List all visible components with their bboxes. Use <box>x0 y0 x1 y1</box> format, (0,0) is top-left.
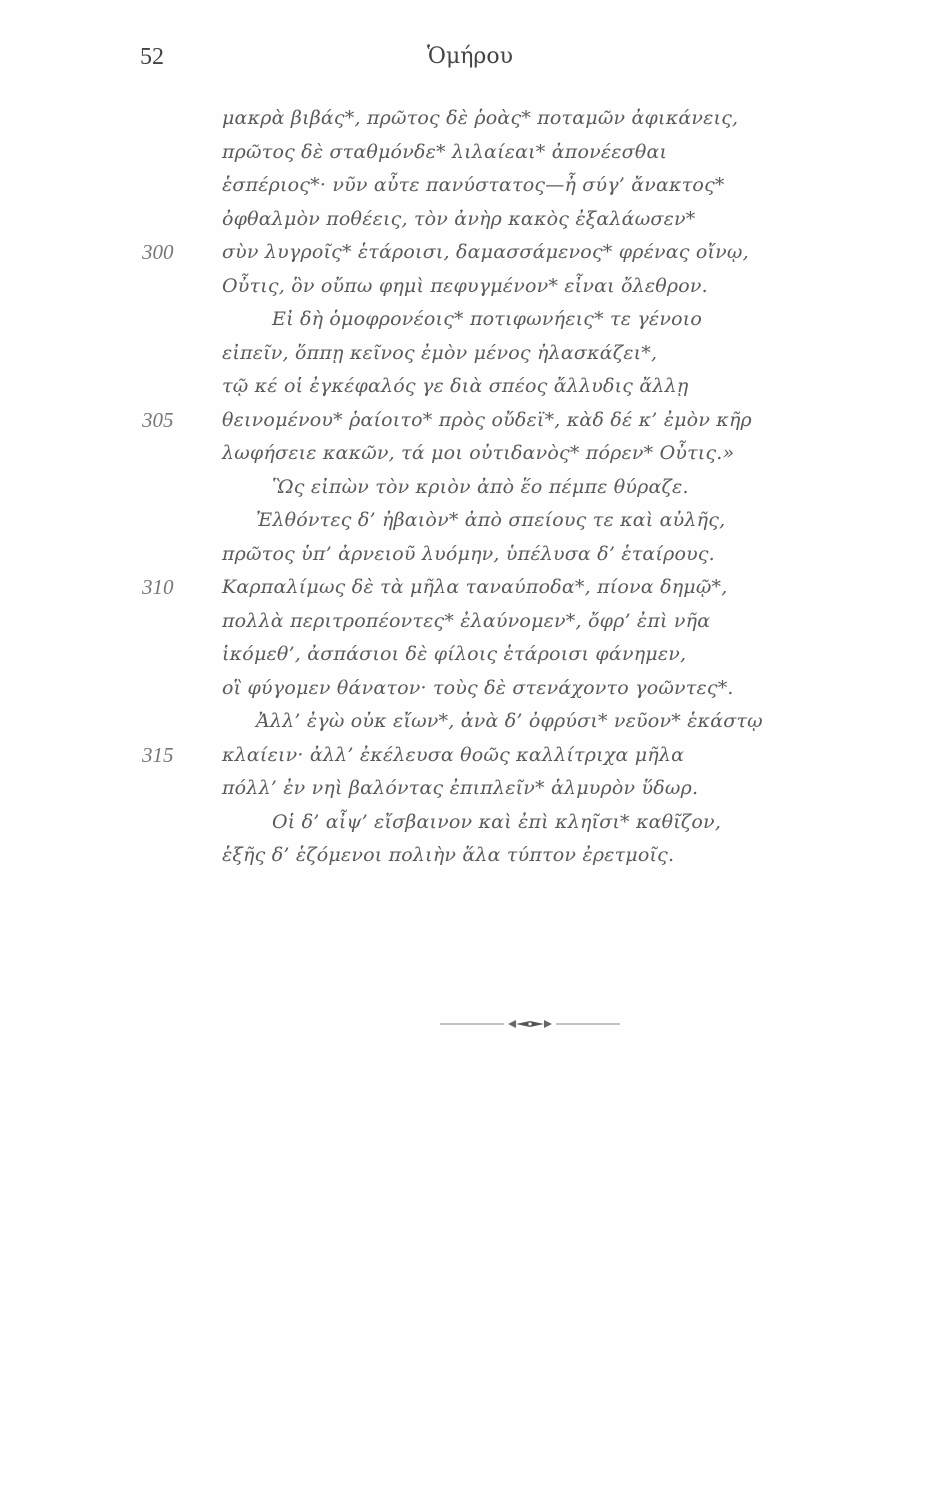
verse-text: πρῶτος δὲ σταθμόνδε* λιλαίεαι* ἀπονέεσθαι <box>222 140 668 163</box>
verse-text: Καρπαλίμως δὲ τὰ μῆλα ταναύποδα*, πίονα δημῷ*, <box>222 576 728 598</box>
verse-line <box>0 741 940 775</box>
running-title: Ὁμήρου <box>427 44 513 69</box>
verse-line <box>0 104 940 138</box>
verse-text: πόλλ’ ἐν νηὶ βαλόντας ἐπιπλεῖν* ἁλμυρὸν ὕδωρ. <box>222 777 699 799</box>
verse-text: Οἱ δ’ αἶψ’ εἴσβαινον καὶ ἐπὶ κληῖσι* καθῖζον, <box>272 810 722 833</box>
verse-text: πρῶτος ὑπ’ ἀρνειοῦ λυόμην, ὑπέλυσα δ’ ἑταίρους. <box>222 542 715 565</box>
verse-text: Οὖτις, ὃν οὔπω φημὶ πεφυγμένον* εἶναι ὄλεθρον. <box>222 274 708 297</box>
verse-text: ἑξῆς δ’ ἑζόμενοι πολιὴν ἅλα τύπτον ἐρετμοῖς. <box>222 844 675 866</box>
ornament-divider <box>440 1014 620 1034</box>
verse-text: εἰπεῖν, ὅππῃ κεῖνος ἐμὸν μένος ἠλασκάζει*, <box>222 341 658 364</box>
verse-line <box>0 238 940 272</box>
verse-block <box>0 104 940 875</box>
verse-text: Ὣς εἰπὼν τὸν κριὸν ἀπὸ ἕο πέμπε θύραζε. <box>272 475 689 498</box>
line-number: 305 <box>142 407 174 432</box>
page-header <box>0 44 940 78</box>
verse-text: Ἀλλ’ ἐγὼ οὐκ εἴων*, ἀνὰ δ’ ὀφρύσι* νεῦον* ἑκάστῳ <box>256 710 763 732</box>
verse-line <box>0 674 940 708</box>
verse-text: πολλὰ περιτροπέοντες* ἐλαύνομεν*, ὄφρ’ ἐπὶ νῆα <box>222 609 711 632</box>
verse-line <box>0 339 940 373</box>
line-number: 310 <box>142 575 174 599</box>
verse-line <box>0 439 940 473</box>
verse-line <box>0 707 940 741</box>
verse-text: κλαίειν· ἀλλ’ ἐκέλευσα θοῶς καλλίτριχα μῆλα <box>222 743 685 766</box>
verse-line <box>0 573 940 607</box>
verse-text: λωφήσειε κακῶν, τά μοι οὐτιδανὸς* πόρεν* Οὖτις.» <box>222 442 735 464</box>
verse-line <box>0 372 940 406</box>
verse-line <box>0 841 940 875</box>
verse-text: τῷ κέ οἱ ἐγκέφαλός γε διὰ σπέος ἄλλυδις ἄλλῃ <box>222 375 689 397</box>
verse-text: Ἐλθόντες δ’ ἠβαιὸν* ἀπὸ σπείους τε καὶ αὐλῆς, <box>256 509 726 531</box>
verse-line <box>0 473 940 507</box>
verse-text: μακρὰ βιβάς*, πρῶτος δὲ ῥοὰς* ποταμῶν ἀφικάνεις, <box>222 107 739 129</box>
verse-text: σὺν λυγροῖς* ἑτάροισι, δαμασσάμενος* φρένας οἴνῳ, <box>222 241 749 263</box>
verse-line <box>0 305 940 339</box>
verse-line <box>0 506 940 540</box>
verse-line <box>0 540 940 574</box>
verse-line <box>0 205 940 239</box>
verse-line <box>0 406 940 440</box>
line-number: 315 <box>142 742 174 767</box>
verse-line <box>0 640 940 674</box>
verse-line <box>0 138 940 172</box>
verse-text: ἱκόμεθ’, ἀσπάσιοι δὲ φίλοις ἑτάροισι φάνημεν, <box>222 643 687 665</box>
line-number: 300 <box>142 240 174 264</box>
verse-text: ὀφθαλμὸν ποθέεις, τὸν ἀνὴρ κακὸς ἐξαλάωσεν* <box>222 207 696 230</box>
verse-line <box>0 808 940 842</box>
verse-line <box>0 272 940 306</box>
verse-text: οἳ φύγομεν θάνατον· τοὺς δὲ στενάχοντο γοῶντες*. <box>222 676 734 699</box>
verse-line <box>0 171 940 205</box>
verse-line <box>0 774 940 808</box>
page-number: 52 <box>140 44 164 70</box>
verse-text: ἑσπέριος*· νῦν αὖτε πανύστατος—ἦ σύγ’ ἄνακτος* <box>222 174 725 196</box>
verse-text: θεινομένου* ῥαίοιτο* πρὸς οὔδεϊ*, κὰδ δέ κ’ ἐμὸν κῆρ <box>222 408 752 431</box>
verse-text: Εἰ δὴ ὁμοφρονέοις* ποτιφωνήεις* τε γένοιο <box>272 308 702 330</box>
verse-line <box>0 607 940 641</box>
